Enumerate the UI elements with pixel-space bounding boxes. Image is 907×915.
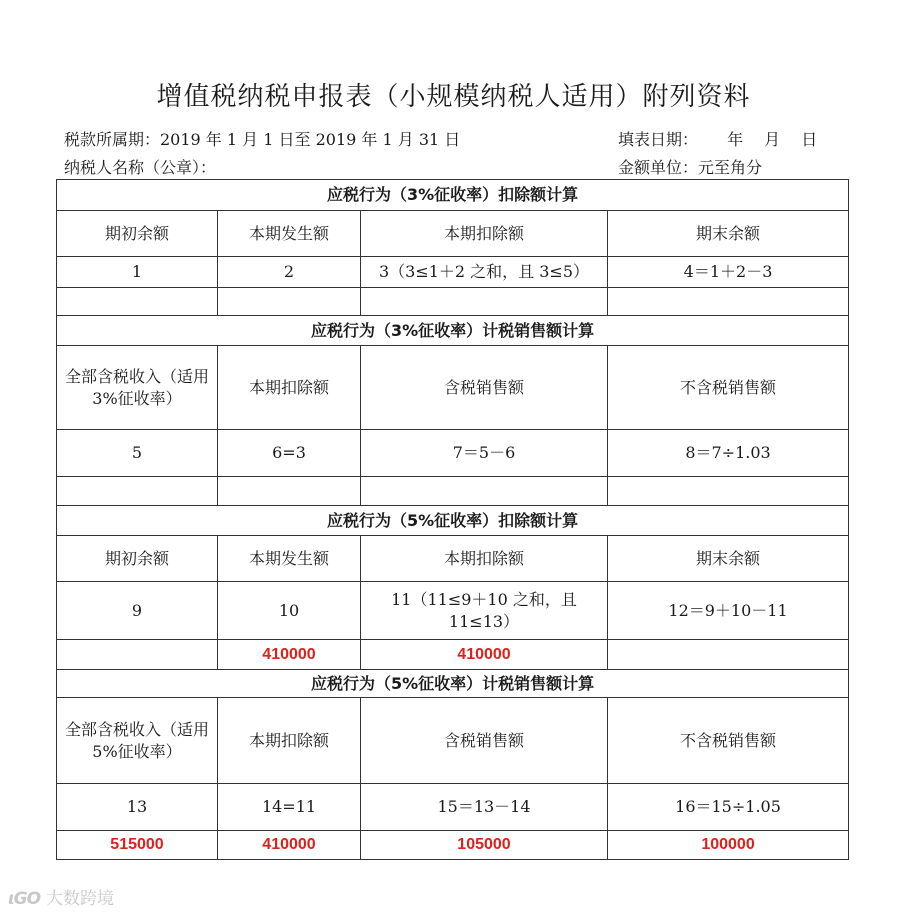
- code-cell: 1: [57, 257, 218, 288]
- section-title-s3: 应税行为（5%征收率）扣除额计算: [57, 506, 849, 536]
- code-cell: 16＝15÷1.05: [608, 784, 849, 831]
- section-title-s2: 应税行为（3%征收率）计税销售额计算: [57, 316, 849, 346]
- header-cell: 期初余额: [57, 211, 218, 257]
- header-cell: 期初余额: [57, 536, 218, 582]
- header-cell: 本期发生额: [218, 536, 361, 582]
- code-cell: 8＝7÷1.03: [608, 430, 849, 477]
- value-cell: [218, 288, 361, 316]
- code-cell: 11（11≤9＋10 之和，且 11≤13）: [361, 582, 608, 640]
- header-cell: 期末余额: [608, 211, 849, 257]
- header-cell: 本期扣除额: [361, 536, 608, 582]
- watermark-text: 大数跨境: [46, 889, 115, 909]
- header-cell: 不含税销售额: [608, 346, 849, 430]
- value-cell: [218, 477, 361, 506]
- value-cell: [608, 640, 849, 670]
- value-cell: 105000: [361, 831, 608, 860]
- code-cell: 13: [57, 784, 218, 831]
- code-cell: 5: [57, 430, 218, 477]
- header-cell: 不含税销售额: [608, 698, 849, 784]
- value-cell: [608, 477, 849, 506]
- value-cell: [57, 477, 218, 506]
- header-cell: 全部含税收入（适用 5%征收率）: [57, 698, 218, 784]
- header-cell: 本期发生额: [218, 211, 361, 257]
- header-cell: 本期扣除额: [218, 698, 361, 784]
- amount-unit: 金额单位：元至角分: [618, 158, 763, 177]
- code-cell: 10: [218, 582, 361, 640]
- code-cell: 2: [218, 257, 361, 288]
- header-cell: 全部含税收入（适用 3%征收率）: [57, 346, 218, 430]
- section-title-s4: 应税行为（5%征收率）计税销售额计算: [57, 670, 849, 698]
- value-cell: [361, 477, 608, 506]
- code-cell: 3（3≤1＋2 之和，且 3≤5）: [361, 257, 608, 288]
- header-cell: 本期扣除额: [218, 346, 361, 430]
- header-cell: 含税销售额: [361, 346, 608, 430]
- tax-period: 税款所属期：2019 年 1 月 1 日至 2019 年 1 月 31 日: [64, 130, 461, 149]
- deduction-table: [56, 179, 849, 860]
- code-cell: 4＝1＋2－3: [608, 257, 849, 288]
- value-cell: [608, 288, 849, 316]
- code-cell: 7＝5－6: [361, 430, 608, 477]
- watermark: [8, 884, 114, 909]
- header-cell: 本期扣除额: [361, 211, 608, 257]
- code-cell: 6=3: [218, 430, 361, 477]
- taxpayer-name-label: 纳税人名称（公章）：: [64, 158, 217, 177]
- section-title-s1: 应税行为（3%征收率）扣除额计算: [57, 180, 849, 211]
- value-cell: 100000: [608, 831, 849, 860]
- value-cell: 410000: [218, 640, 361, 670]
- value-cell: [57, 288, 218, 316]
- value-cell: 515000: [57, 831, 218, 860]
- watermark-logo: ιGO: [8, 889, 41, 909]
- value-cell: [57, 640, 218, 670]
- value-cell: 410000: [361, 640, 608, 670]
- value-cell: [361, 288, 608, 316]
- value-cell: 410000: [218, 831, 361, 860]
- code-cell: 12＝9＋10－11: [608, 582, 849, 640]
- fill-date: 填表日期： 年 月 日: [618, 130, 818, 149]
- code-cell: 15＝13－14: [361, 784, 608, 831]
- header-cell: 期末余额: [608, 536, 849, 582]
- form-title: 增值税纳税申报表（小规模纳税人适用）附列资料: [156, 82, 751, 112]
- header-cell: 含税销售额: [361, 698, 608, 784]
- code-cell: 9: [57, 582, 218, 640]
- code-cell: 14=11: [218, 784, 361, 831]
